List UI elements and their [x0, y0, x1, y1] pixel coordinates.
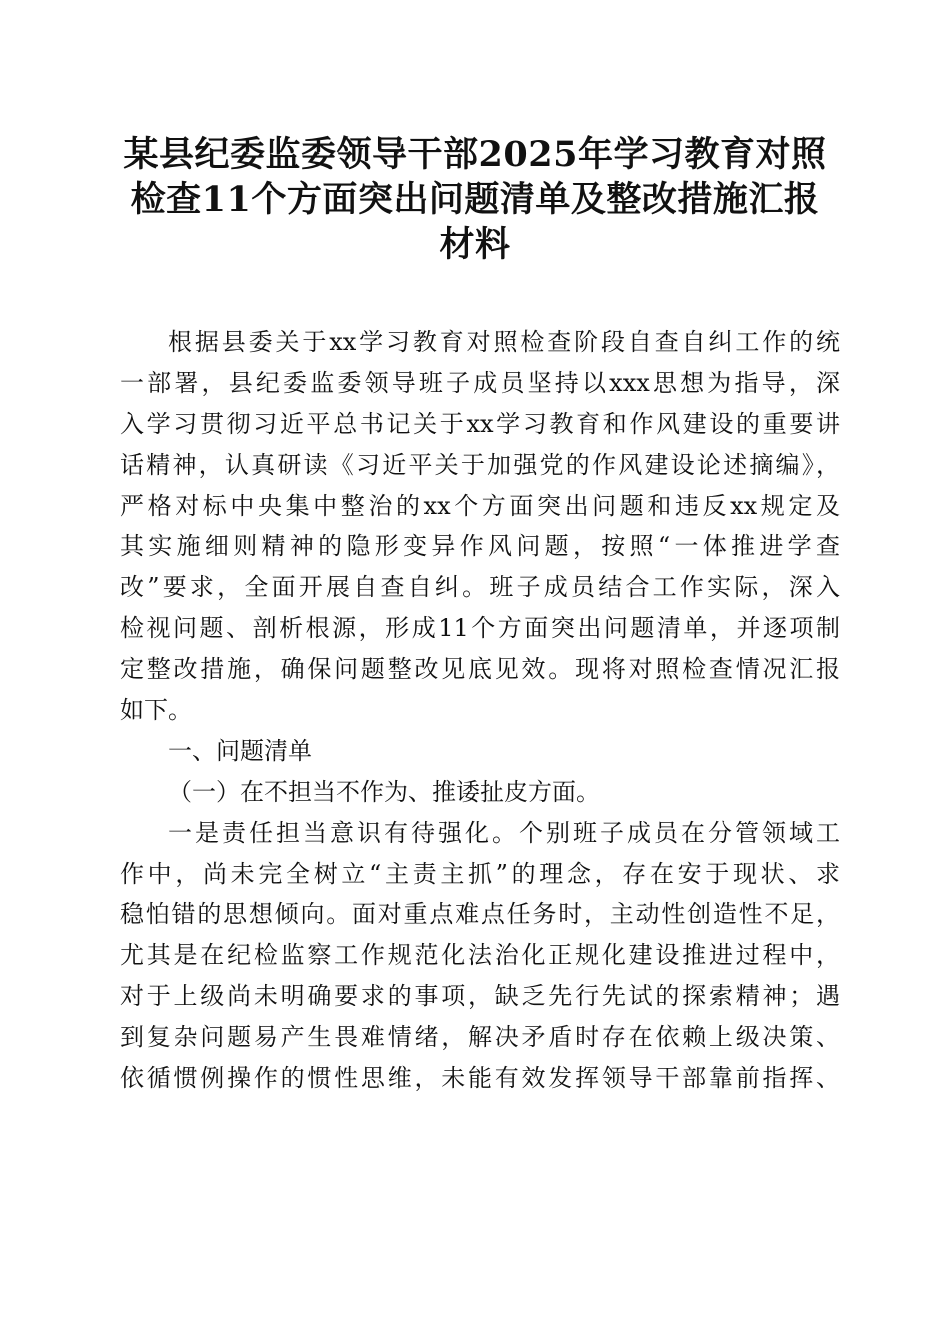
intro-line-9: 定整改措施，确保问题整改见底见效。现将对照检查情况汇报 [120, 655, 840, 684]
point-1-paragraph [120, 813, 840, 1099]
intro-line-3: 入学习贯彻习近平总书记关于xx学习教育和作风建设的重要讲 [120, 409, 840, 438]
point-line-3: 稳怕错的思想倾向。面对重点难点任务时，主动性创造性不足， [120, 900, 840, 929]
document-body [120, 322, 840, 1099]
intro-line-1: 根据县委关于xx学习教育对照检查阶段自查自纠工作的统 [168, 328, 840, 356]
point-line-1: 一是责任担当意识有待强化。个别班子成员在分管领域工 [168, 818, 840, 847]
intro-line-6: 其实施细则精神的隐形变异作风问题，按照“一体推进学查 [120, 532, 840, 561]
document-title [110, 132, 840, 267]
intro-paragraph [120, 322, 840, 731]
intro-line-5: 严格对标中央集中整治的xx个方面突出问题和违反xx规定及 [120, 491, 840, 520]
intro-line-4: 话精神，认真研读《习近平关于加强党的作风建设论述摘编》， [120, 450, 840, 479]
point-line-4: 尤其是在纪检监察工作规范化法治化正规化建设推进过程中， [120, 941, 840, 970]
intro-line-8: 检视问题、剖析根源，形成11个方面突出问题清单，并逐项制 [120, 614, 840, 643]
subsection-heading: （一）在不担当不作为、推诿扯皮方面。 [168, 777, 600, 806]
section-heading: 一、问题清单 [168, 736, 312, 765]
point-line-2: 作中，尚未完全树立“主责主抓”的理念，存在安于现状、求 [120, 859, 840, 888]
intro-line-7: 改”要求，全面开展自查自纠。班子成员结合工作实际，深入 [120, 573, 840, 602]
intro-line-10: 如下。 [120, 696, 192, 725]
title-line-2: 检查11个方面突出问题清单及整改措施汇报 [130, 179, 820, 220]
point-line-7: 依循惯例操作的惯性思维，未能有效发挥领导干部靠前指挥、 [120, 1064, 840, 1093]
point-line-5: 对于上级尚未明确要求的事项，缺乏先行先试的探索精神；遇 [120, 982, 840, 1011]
title-line-1: 某县纪委监委领导干部2025年学习教育对照 [123, 134, 827, 175]
point-line-6: 到复杂问题易产生畏难情绪，解决矛盾时存在依赖上级决策、 [120, 1023, 840, 1052]
intro-line-2: 一部署，县纪委监委领导班子成员坚持以xxx思想为指导，深 [120, 368, 840, 397]
title-line-3: 材料 [439, 224, 511, 265]
